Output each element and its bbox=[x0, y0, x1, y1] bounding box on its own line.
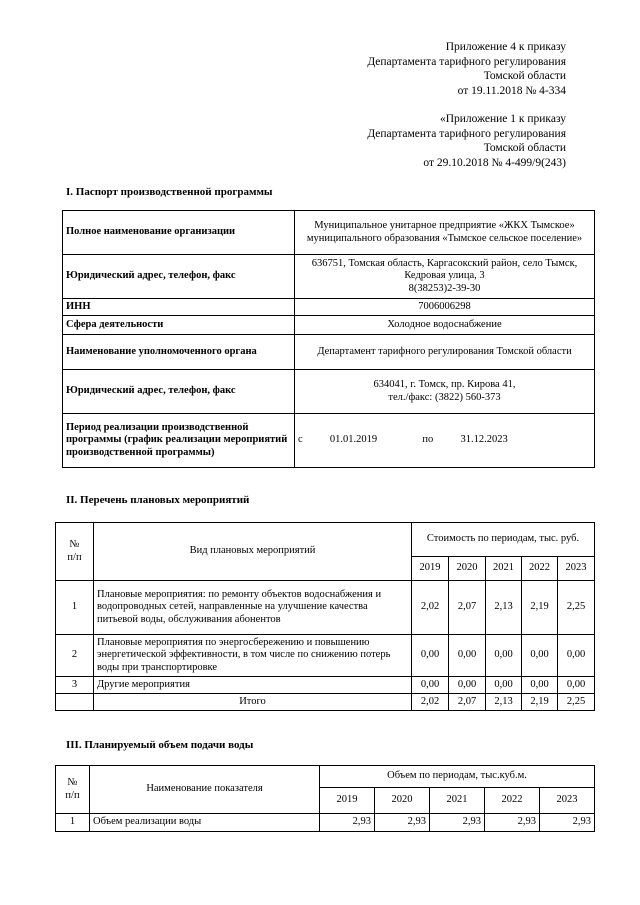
row-num: 2 bbox=[56, 635, 94, 677]
row-label: Юридический адрес, телефон, факс bbox=[63, 370, 295, 414]
appendix-header-4 bbox=[367, 40, 566, 98]
table-row bbox=[56, 814, 595, 832]
period-from: 01.01.2019 bbox=[329, 434, 378, 446]
year-header: 2020 bbox=[449, 557, 486, 581]
cell-value: 2,93 bbox=[320, 814, 375, 832]
header-line: Департамента тарифного регулирования bbox=[367, 127, 566, 140]
passport-table bbox=[62, 210, 595, 468]
header-line: «Приложение 1 к приказу bbox=[439, 113, 566, 125]
cell-value: 0,00 bbox=[449, 677, 486, 694]
cell-value: 0,00 bbox=[412, 635, 449, 677]
row-num bbox=[56, 694, 94, 711]
cell-value: 0,00 bbox=[522, 635, 558, 677]
header-line: Томской области bbox=[483, 142, 566, 154]
cell-value: 2,93 bbox=[375, 814, 430, 832]
total-value: 2,25 bbox=[558, 694, 595, 711]
row-label: Полное наименование организации bbox=[63, 211, 295, 255]
activities-table bbox=[55, 522, 595, 711]
table-header-row bbox=[56, 523, 595, 557]
table-row bbox=[63, 299, 595, 316]
row-name: Плановые мероприятия: по ремонту объектов водоснабжения и водопроводных сетей, направленные на улучшение качества питьевой воды, обслуживания абонентов bbox=[94, 581, 412, 635]
cell-value: 2,93 bbox=[540, 814, 595, 832]
year-header: 2022 bbox=[522, 557, 558, 581]
cell-value: 2,25 bbox=[558, 581, 595, 635]
year-header: 2019 bbox=[320, 788, 375, 814]
period-from-word: с bbox=[298, 434, 303, 446]
period-value bbox=[295, 414, 595, 468]
cell-value: 0,00 bbox=[486, 635, 522, 677]
row-value: 7006006298 bbox=[295, 299, 595, 316]
row-value: 636751, Томская область, Каргасокский район, село Тымск, Кедровая улица, 3 8(38253)2-39-30 bbox=[295, 255, 595, 299]
cell-value: 2,93 bbox=[485, 814, 540, 832]
row-label: Юридический адрес, телефон, факс bbox=[63, 255, 295, 299]
appendix-header-1 bbox=[367, 112, 566, 170]
row-label: ИНН bbox=[63, 299, 295, 316]
total-value: 2,02 bbox=[412, 694, 449, 711]
table-row bbox=[56, 581, 595, 635]
total-value: 2,19 bbox=[522, 694, 558, 711]
table-row bbox=[63, 370, 595, 414]
table-row bbox=[63, 316, 595, 335]
row-value: Департамент тарифного регулирования Томской области bbox=[295, 335, 595, 370]
cell-value: 0,00 bbox=[558, 677, 595, 694]
section-2-title: II. Перечень плановых мероприятий bbox=[66, 494, 250, 506]
row-name: Объем реализации воды bbox=[90, 814, 320, 832]
year-header: 2023 bbox=[540, 788, 595, 814]
cell-value: 0,00 bbox=[522, 677, 558, 694]
col-name-header: Наименование показателя bbox=[90, 766, 320, 814]
row-value: Холодное водоснабжение bbox=[295, 316, 595, 335]
table-row bbox=[63, 414, 595, 468]
header-line: Томской области bbox=[483, 70, 566, 82]
table-header-row bbox=[56, 766, 595, 788]
year-header: 2022 bbox=[485, 788, 540, 814]
table-row bbox=[63, 211, 595, 255]
cell-value: 2,02 bbox=[412, 581, 449, 635]
row-label: Период реализации производственной программы (график реализации мероприятий производственной программы) bbox=[63, 414, 295, 468]
row-label: Сфера деятельности bbox=[63, 316, 295, 335]
period-to: 31.12.2023 bbox=[460, 434, 508, 446]
row-name: Другие мероприятия bbox=[94, 677, 412, 694]
total-value: 2,07 bbox=[449, 694, 486, 711]
header-line: от 29.10.2018 № 4-499/9(243) bbox=[423, 156, 566, 169]
year-header: 2019 bbox=[412, 557, 449, 581]
cell-value: 0,00 bbox=[412, 677, 449, 694]
cell-value: 0,00 bbox=[558, 635, 595, 677]
col-name-header: Вид плановых мероприятий bbox=[94, 523, 412, 581]
year-header: 2023 bbox=[558, 557, 595, 581]
water-volume-table bbox=[55, 765, 595, 832]
row-value: 634041, г. Томск, пр. Кирова 41, тел./факс: (3822) 560-373 bbox=[295, 370, 595, 414]
year-header: 2020 bbox=[375, 788, 430, 814]
header-line: от 19.11.2018 № 4-334 bbox=[457, 84, 566, 97]
row-label: Наименование уполномоченного органа bbox=[63, 335, 295, 370]
year-header: 2021 bbox=[430, 788, 485, 814]
table-row bbox=[63, 335, 595, 370]
section-1-title: I. Паспорт производственной программы bbox=[66, 186, 273, 198]
total-row bbox=[56, 694, 595, 711]
col-volume-header: Объем по периодам, тыс.куб.м. bbox=[320, 766, 595, 788]
row-num: 1 bbox=[56, 581, 94, 635]
row-value: Муниципальное унитарное предприятие «ЖКХ Тымское» муниципального образования «Тымское сельское поселение» bbox=[295, 211, 595, 255]
row-num: 3 bbox=[56, 677, 94, 694]
cell-value: 2,19 bbox=[522, 581, 558, 635]
section-3-title: III. Планируемый объем подачи воды bbox=[66, 739, 254, 751]
cell-value: 2,13 bbox=[486, 581, 522, 635]
row-name: Плановые мероприятия по энергосбережению и повышению энергетической эффективности, в том числе по снижению потерь воды при транспортировке bbox=[94, 635, 412, 677]
header-line: Департамента тарифного регулирования bbox=[367, 55, 566, 68]
table-row bbox=[56, 635, 595, 677]
cell-value: 2,93 bbox=[430, 814, 485, 832]
period-to-word: по bbox=[422, 434, 434, 446]
table-row bbox=[56, 677, 595, 694]
col-cost-header: Стоимость по периодам, тыс. руб. bbox=[412, 523, 595, 557]
col-num-header: № п/п bbox=[56, 523, 94, 581]
col-num-header: № п/п bbox=[56, 766, 90, 814]
header-line: Приложение 4 к приказу bbox=[445, 41, 566, 53]
cell-value: 0,00 bbox=[449, 635, 486, 677]
cell-value: 2,07 bbox=[449, 581, 486, 635]
cell-value: 0,00 bbox=[486, 677, 522, 694]
total-value: 2,13 bbox=[486, 694, 522, 711]
row-num: 1 bbox=[56, 814, 90, 832]
total-label: Итого bbox=[94, 694, 412, 711]
year-header: 2021 bbox=[486, 557, 522, 581]
table-row bbox=[63, 255, 595, 299]
